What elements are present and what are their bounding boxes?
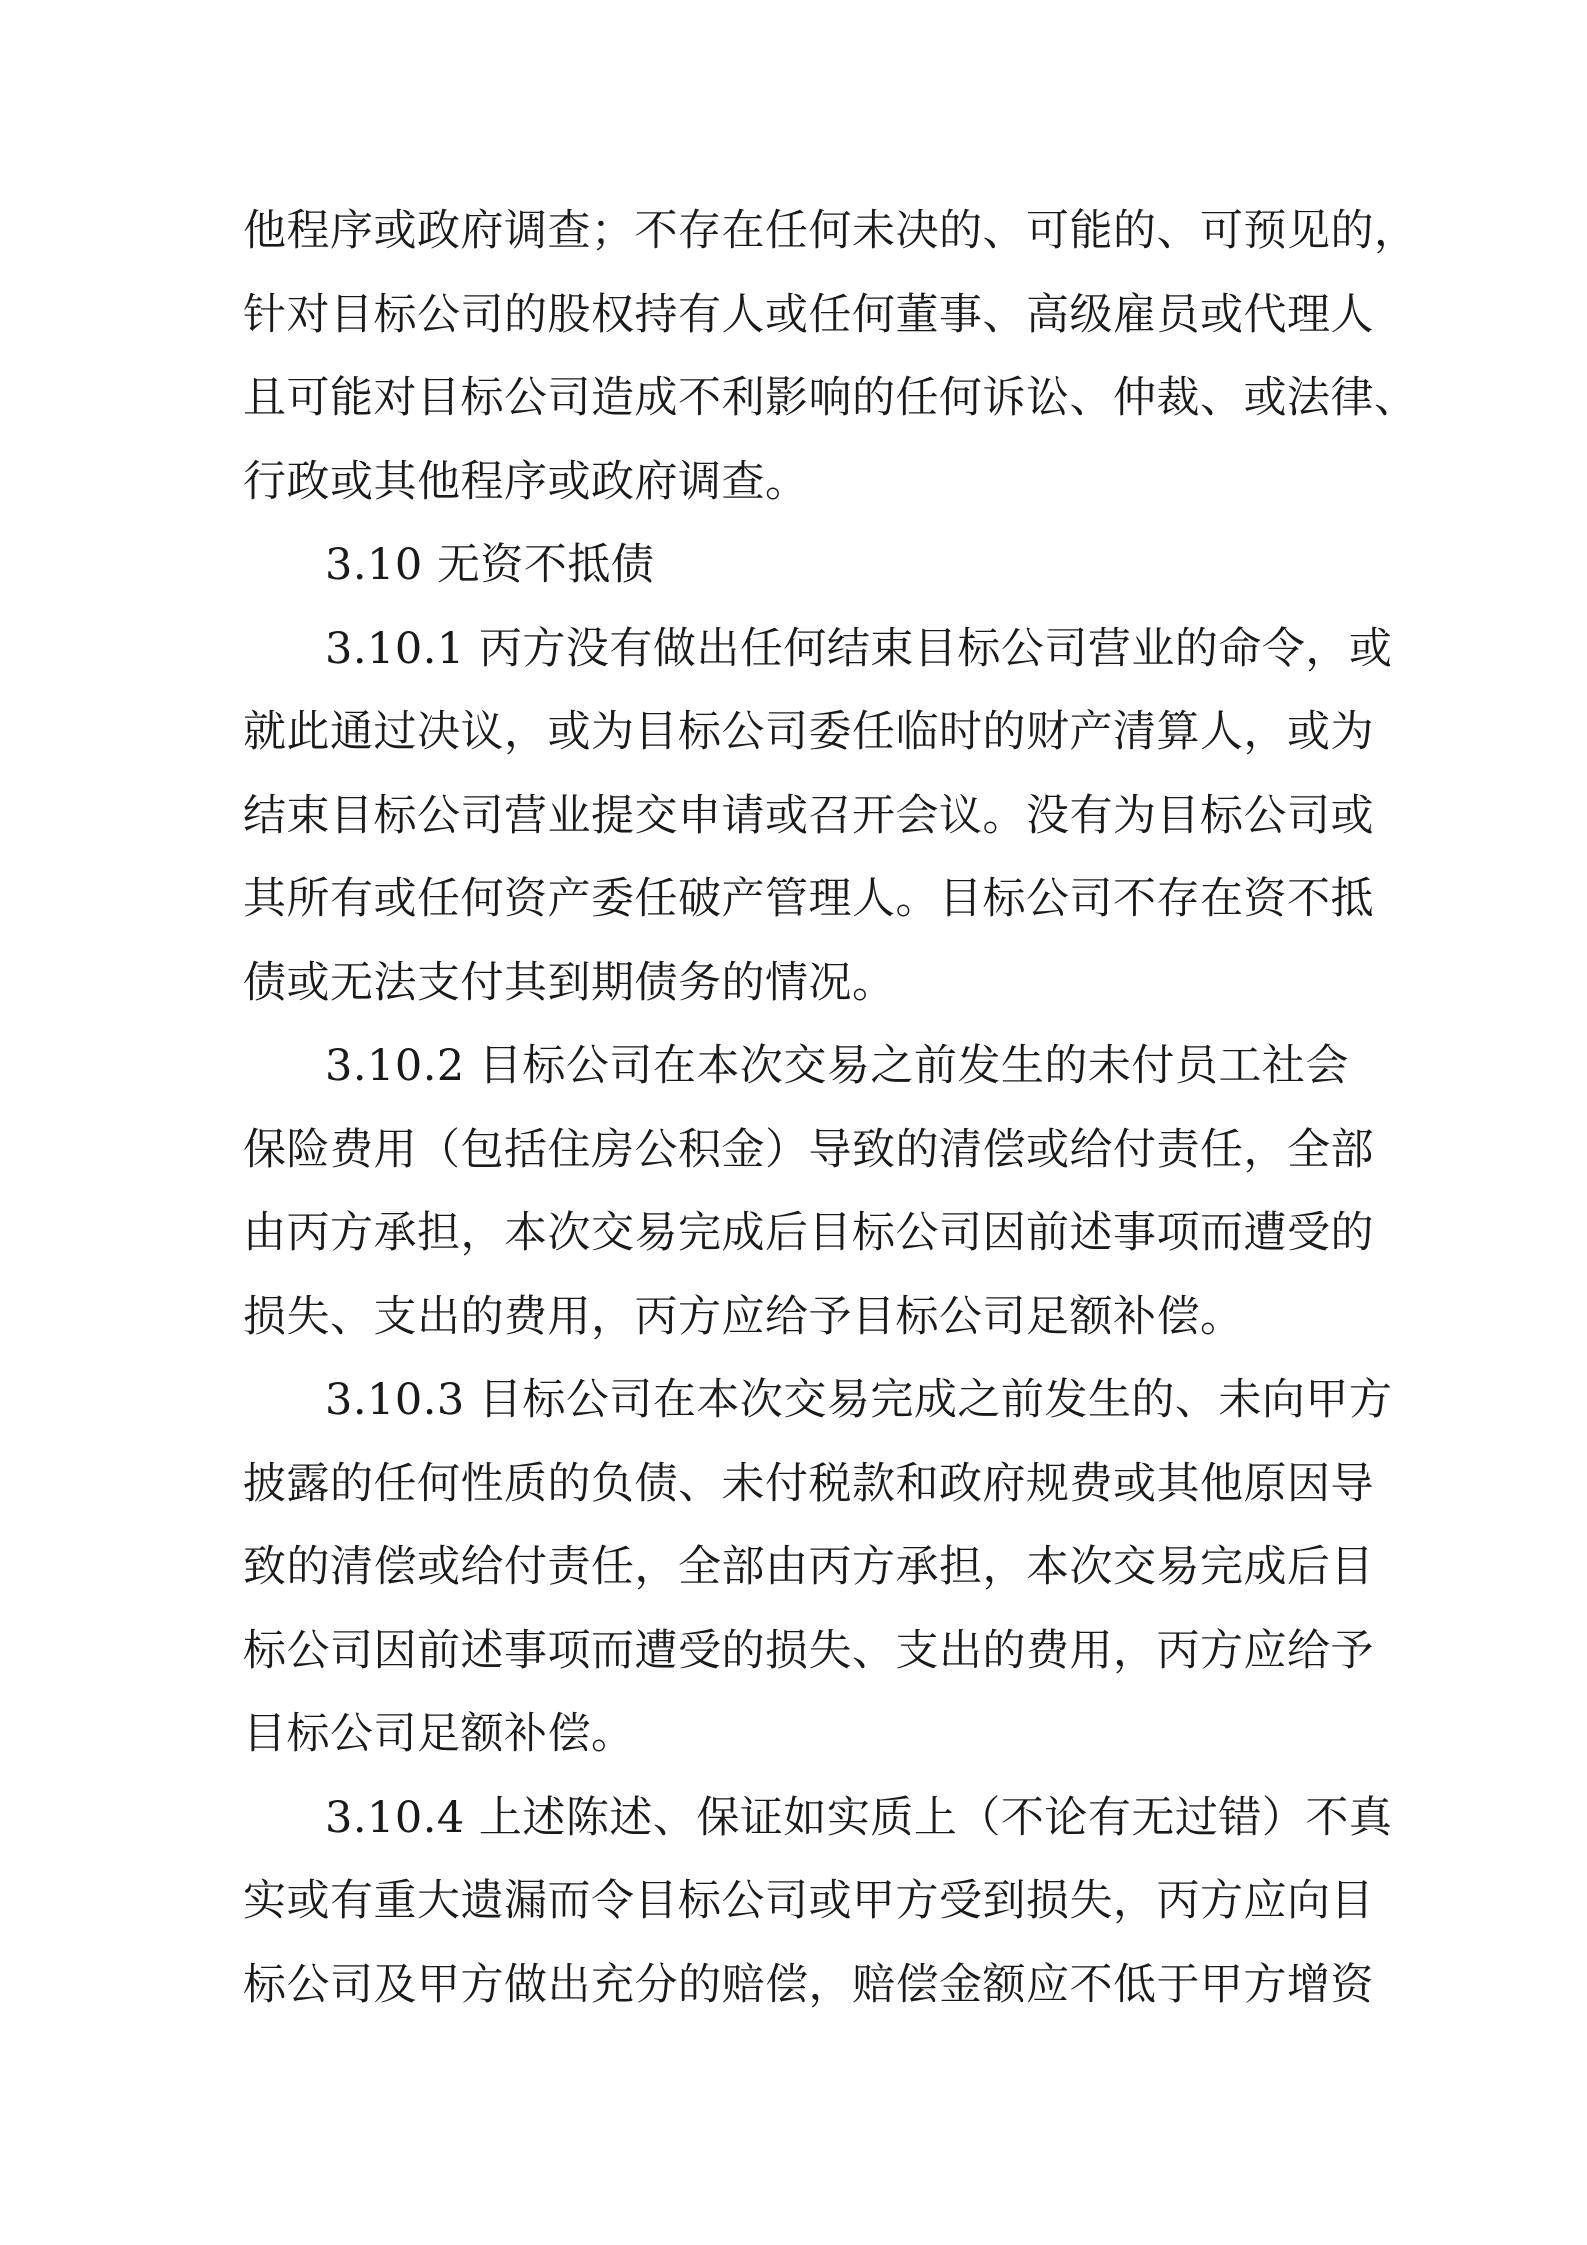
text-line: 目标公司足额补偿。 — [243, 1709, 635, 1759]
paragraph-start-line: 3.10.1 丙方没有做出任何结束目标公司营业的命令，或 — [325, 623, 1393, 674]
text-line: 损失、支出的费用，丙方应给予目标公司足额补偿。 — [243, 1291, 1244, 1342]
text-line: 披露的任何性质的负债、未付税款和政府规费或其他原因导 — [243, 1458, 1374, 1509]
text-line: 他程序或政府调查；不存在任何未决的、可能的、可预见的， — [243, 206, 1418, 256]
text-line: 且可能对目标公司造成不利影响的任何诉讼、仲裁、或法律、 — [243, 373, 1418, 423]
text-line: 行政或其他程序或政府调查。 — [243, 456, 809, 507]
text-line: 结束目标公司营业提交申请或召开会议。没有为目标公司或 — [243, 790, 1374, 841]
text-line: 致的清偿或给付责任，全部由丙方承担，本次交易完成后目 — [243, 1542, 1374, 1592]
paragraph-start-line: 3.10.2 目标公司在本次交易之前发生的未付员工社会 — [325, 1041, 1349, 1091]
paragraph-start-line: 3.10.3 目标公司在本次交易完成之前发生的、未向甲方 — [325, 1375, 1393, 1425]
text-line: 就此通过决议，或为目标公司委任临时的财产清算人，或为 — [243, 707, 1374, 757]
text-line: 债或无法支付其到期债务的情况。 — [243, 957, 896, 1008]
text-line: 标公司因前述事项而遭受的损失、支出的费用，丙方应给予 — [243, 1625, 1374, 1676]
text-line: 由丙方承担，本次交易完成后目标公司因前述事项而遭受的 — [243, 1208, 1374, 1258]
text-line: 标公司及甲方做出充分的赔偿，赔偿金额应不低于甲方增资 — [243, 1959, 1374, 2010]
text-line: 保险费用（包括住房公积金）导致的清偿或给付责任，全部 — [243, 1124, 1374, 1175]
document-body — [243, 190, 1418, 2027]
text-line: 其所有或任何资产委任破产管理人。目标公司不存在资不抵 — [243, 874, 1374, 924]
paragraph-start-line: 3.10.4 上述陈述、保证如实质上（不论有无过错）不真 — [325, 1792, 1393, 1843]
text-line: 实或有重大遗漏而令目标公司或甲方受到损失，丙方应向目 — [243, 1876, 1374, 1926]
paragraph-start-line: 3.10 无资不抵债 — [325, 540, 655, 590]
text-line: 针对目标公司的股权持有人或任何董事、高级雇员或代理人 — [243, 289, 1374, 340]
